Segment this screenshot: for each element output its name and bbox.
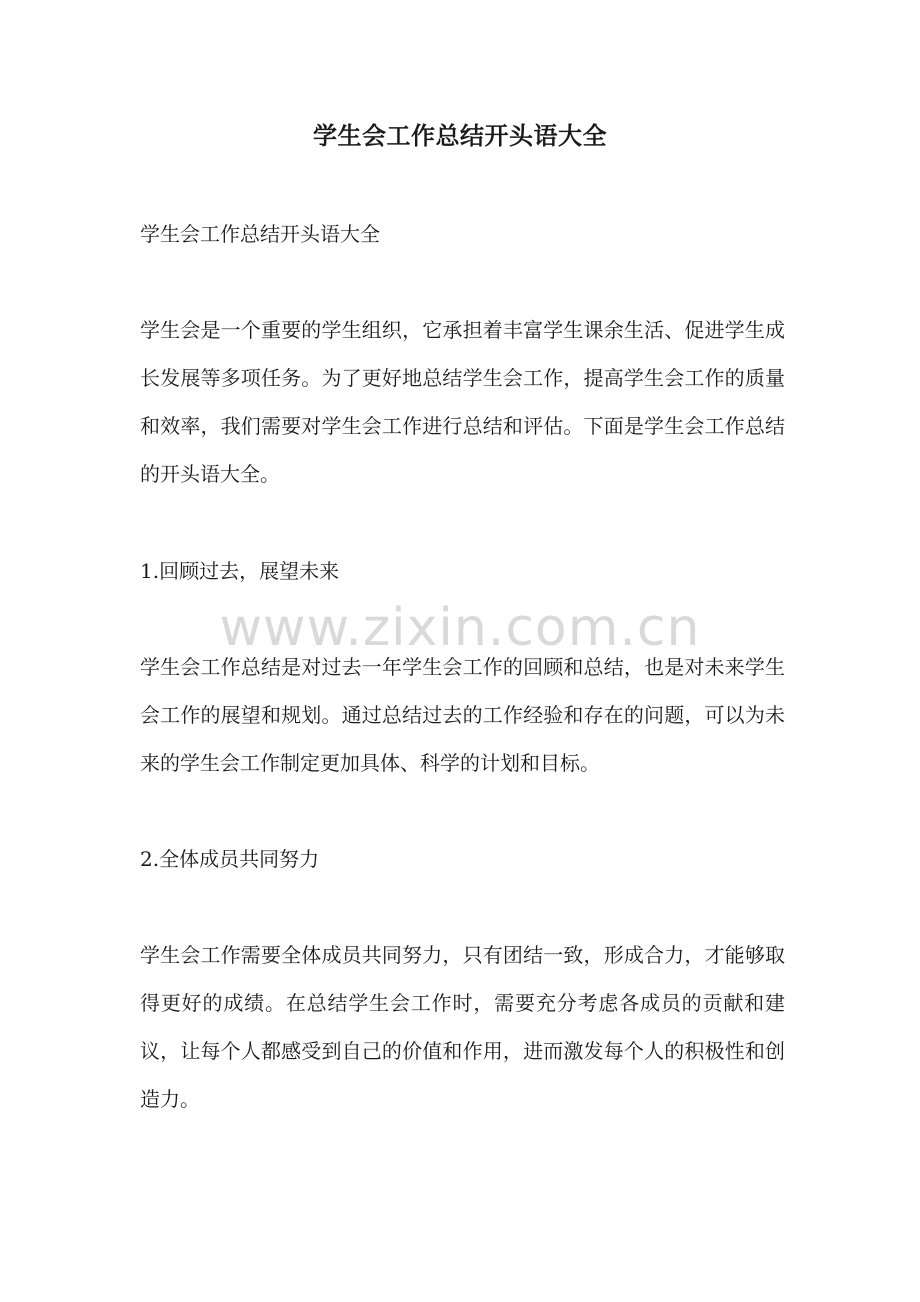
subtitle-line: 学生会工作总结开头语大全 [140,222,380,246]
watermark: www.zixin.com.cn [219,598,701,658]
section-body-2: 学生会工作需要全体成员共同努力，只有团结一致，形成合力，才能够取得更好的成绩。在总结学生会工作时，需要充分考虑各成员的贡献和建议，让每个人都感受到自己的价值和作用，进而激发每个人的积极性和创造力。 [140,943,785,1111]
section-body-1: 学生会工作总结是对过去一年学生会工作的回顾和总结，也是对未来学生会工作的展望和规划。通过总结过去的工作经验和存在的问题，可以为未来的学生会工作制定更加具体、科学的计划和目标。 [140,655,785,775]
intro-paragraph: 学生会是一个重要的学生组织，它承担着丰富学生课余生活、促进学生成长发展等多项任务。为了更好地总结学生会工作，提高学生会工作的质量和效率，我们需要对学生会工作进行总结和评估。下面是学生会工作总结的开头语大全。 [140,318,785,486]
section-heading-2: 2.全体成员共同努力 [140,847,320,871]
section-heading-1: 1.回顾过去，展望未来 [140,559,340,583]
page-title: 学生会工作总结开头语大全 [313,121,607,150]
